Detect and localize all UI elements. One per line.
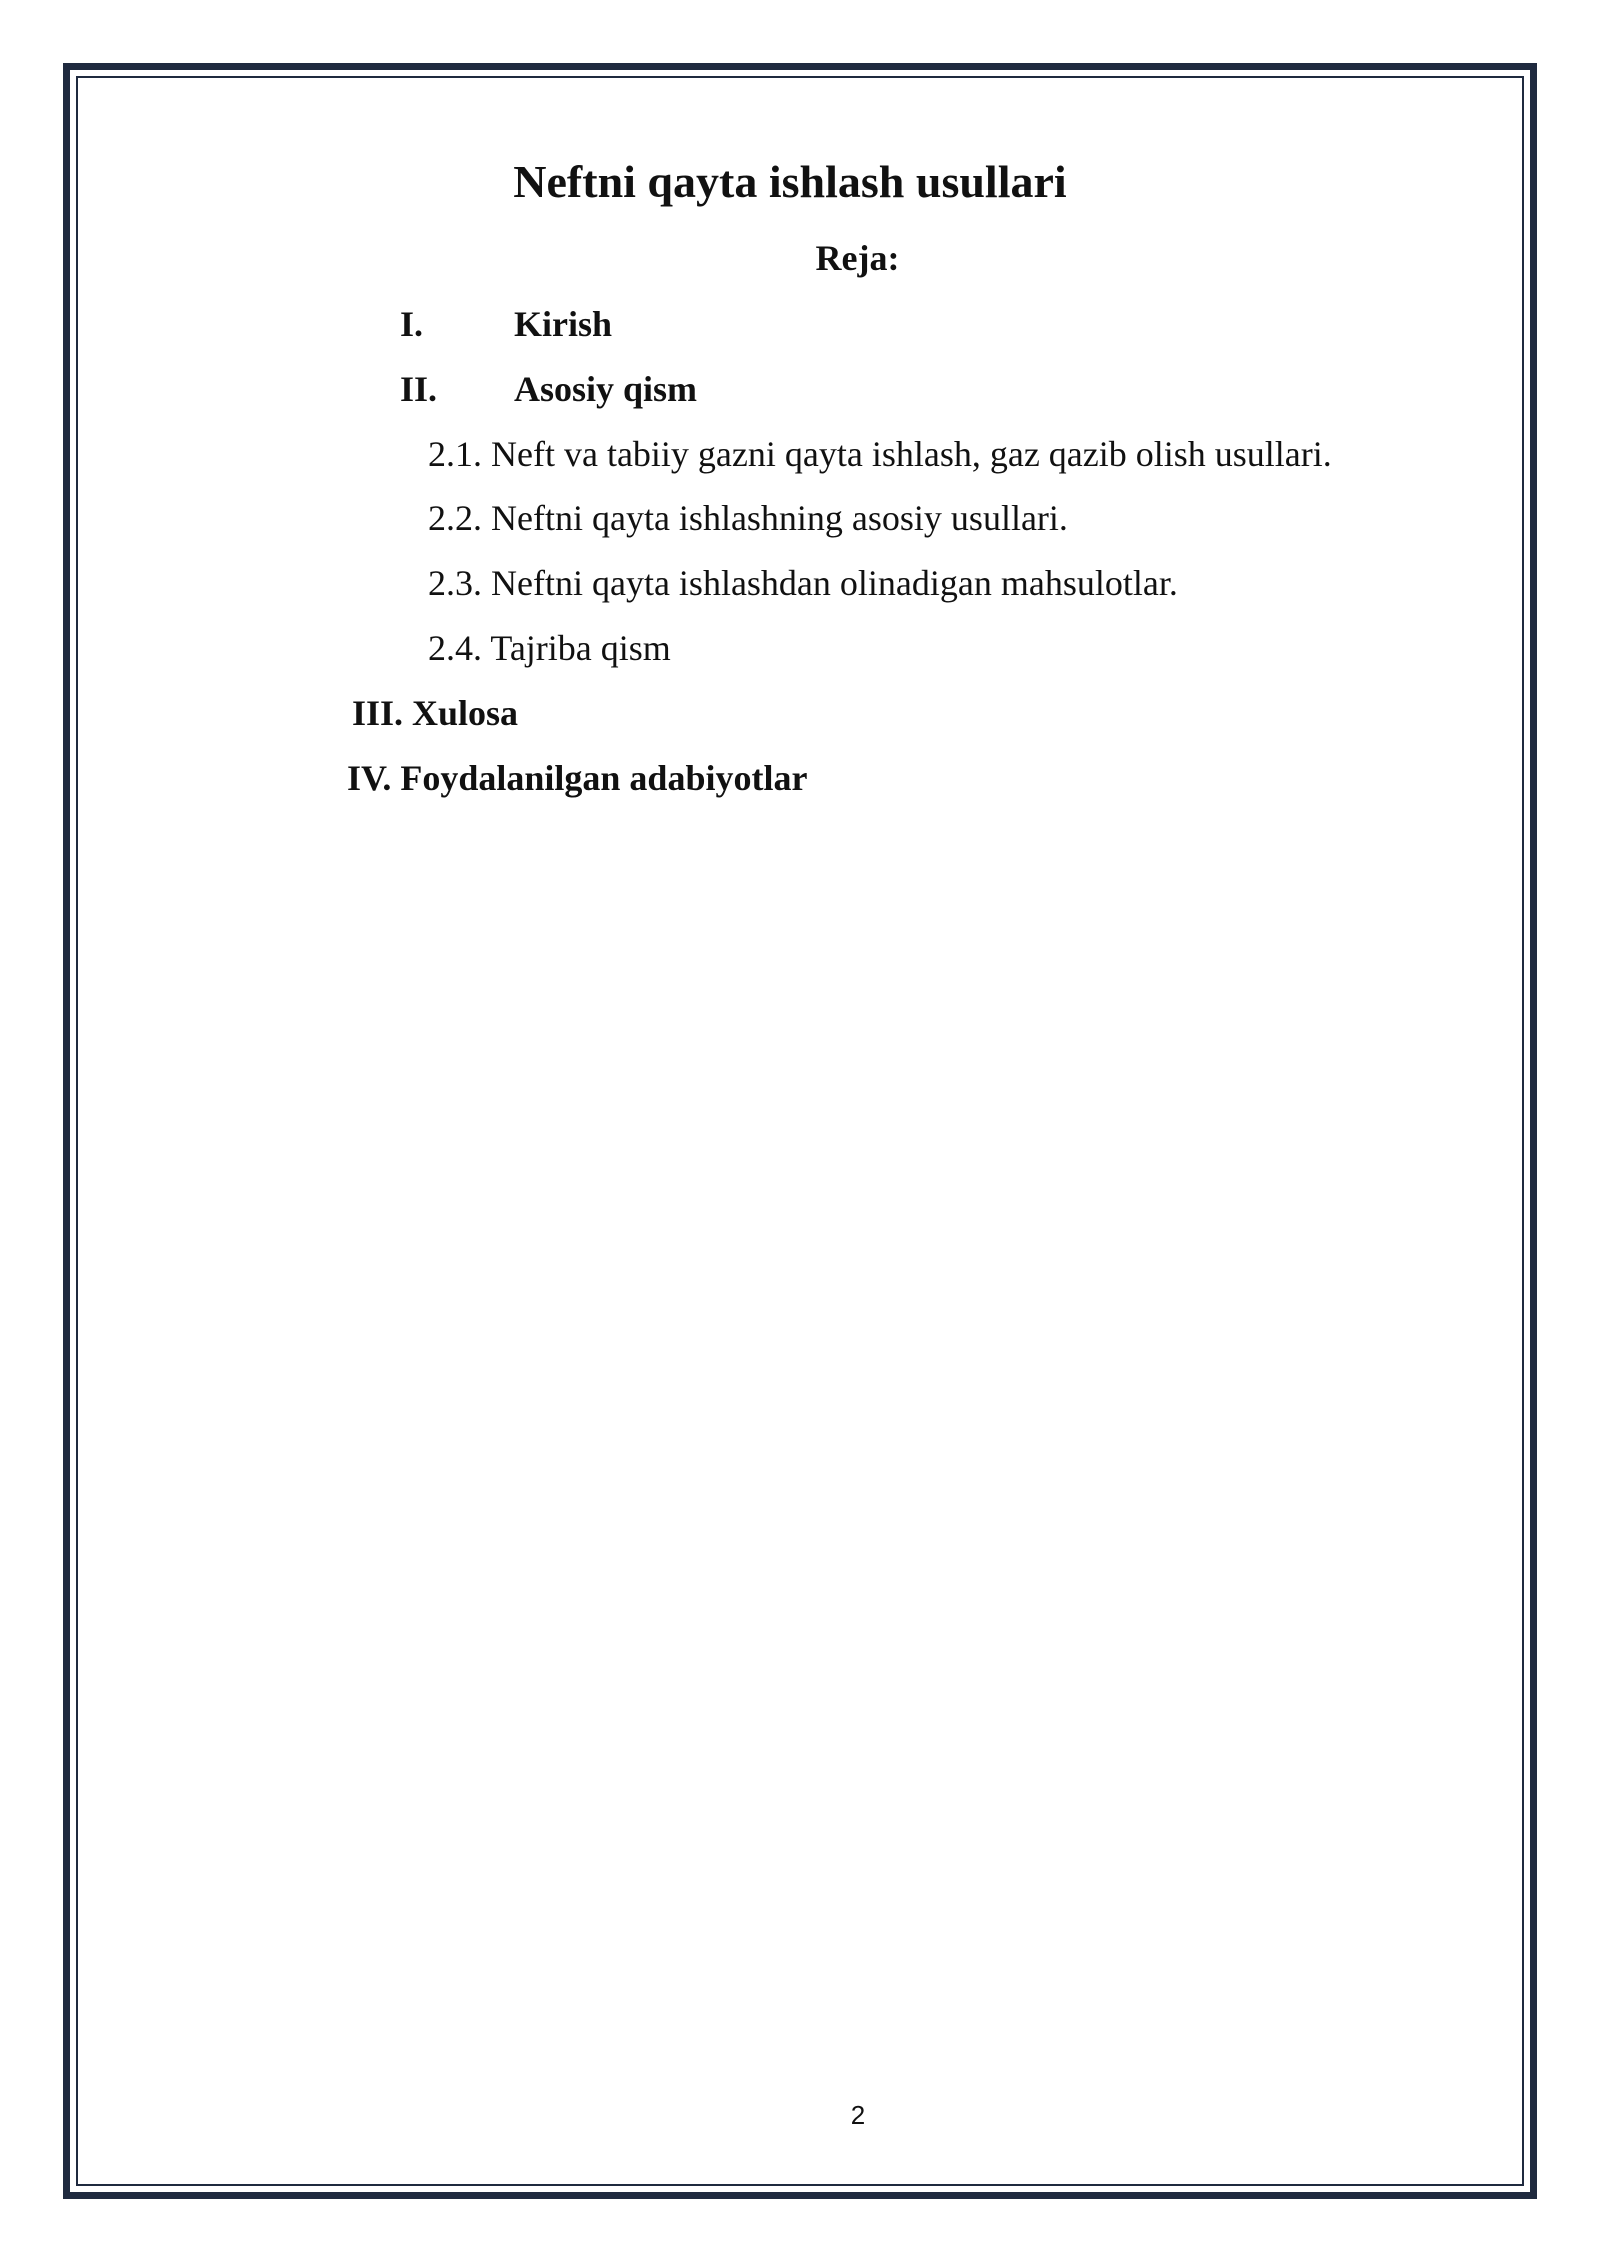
toc-subitem-2-3: 2.3. Neftni qayta ishlashdan olinadigan mahsulotlar. (428, 563, 1178, 603)
page-number: 2 (850, 2100, 866, 2130)
toc-item-kirish: Kirish (514, 304, 613, 344)
toc-item-asosiy-qism: Asosiy qism (514, 369, 698, 409)
plan-heading: Reja: (815, 238, 900, 278)
toc-number-ii: II. (400, 369, 438, 409)
toc-subitem-2-2: 2.2. Neftni qayta ishlashning asosiy usullari. (428, 498, 1068, 538)
document-title: Neftni qayta ishlash usullari (513, 156, 1067, 207)
page-border-inner (76, 76, 1524, 2186)
toc-subitem-2-1: 2.1. Neft va tabiiy gazni qayta ishlash, gaz qazib olish usullari. (428, 434, 1332, 474)
toc-subitem-2-4: 2.4. Tajriba qism (428, 628, 671, 668)
toc-item-xulosa: III. Xulosa (352, 693, 519, 733)
toc-number-i: I. (400, 304, 424, 344)
toc-item-adabiyotlar: IV. Foydalanilgan adabiyotlar (347, 758, 808, 798)
